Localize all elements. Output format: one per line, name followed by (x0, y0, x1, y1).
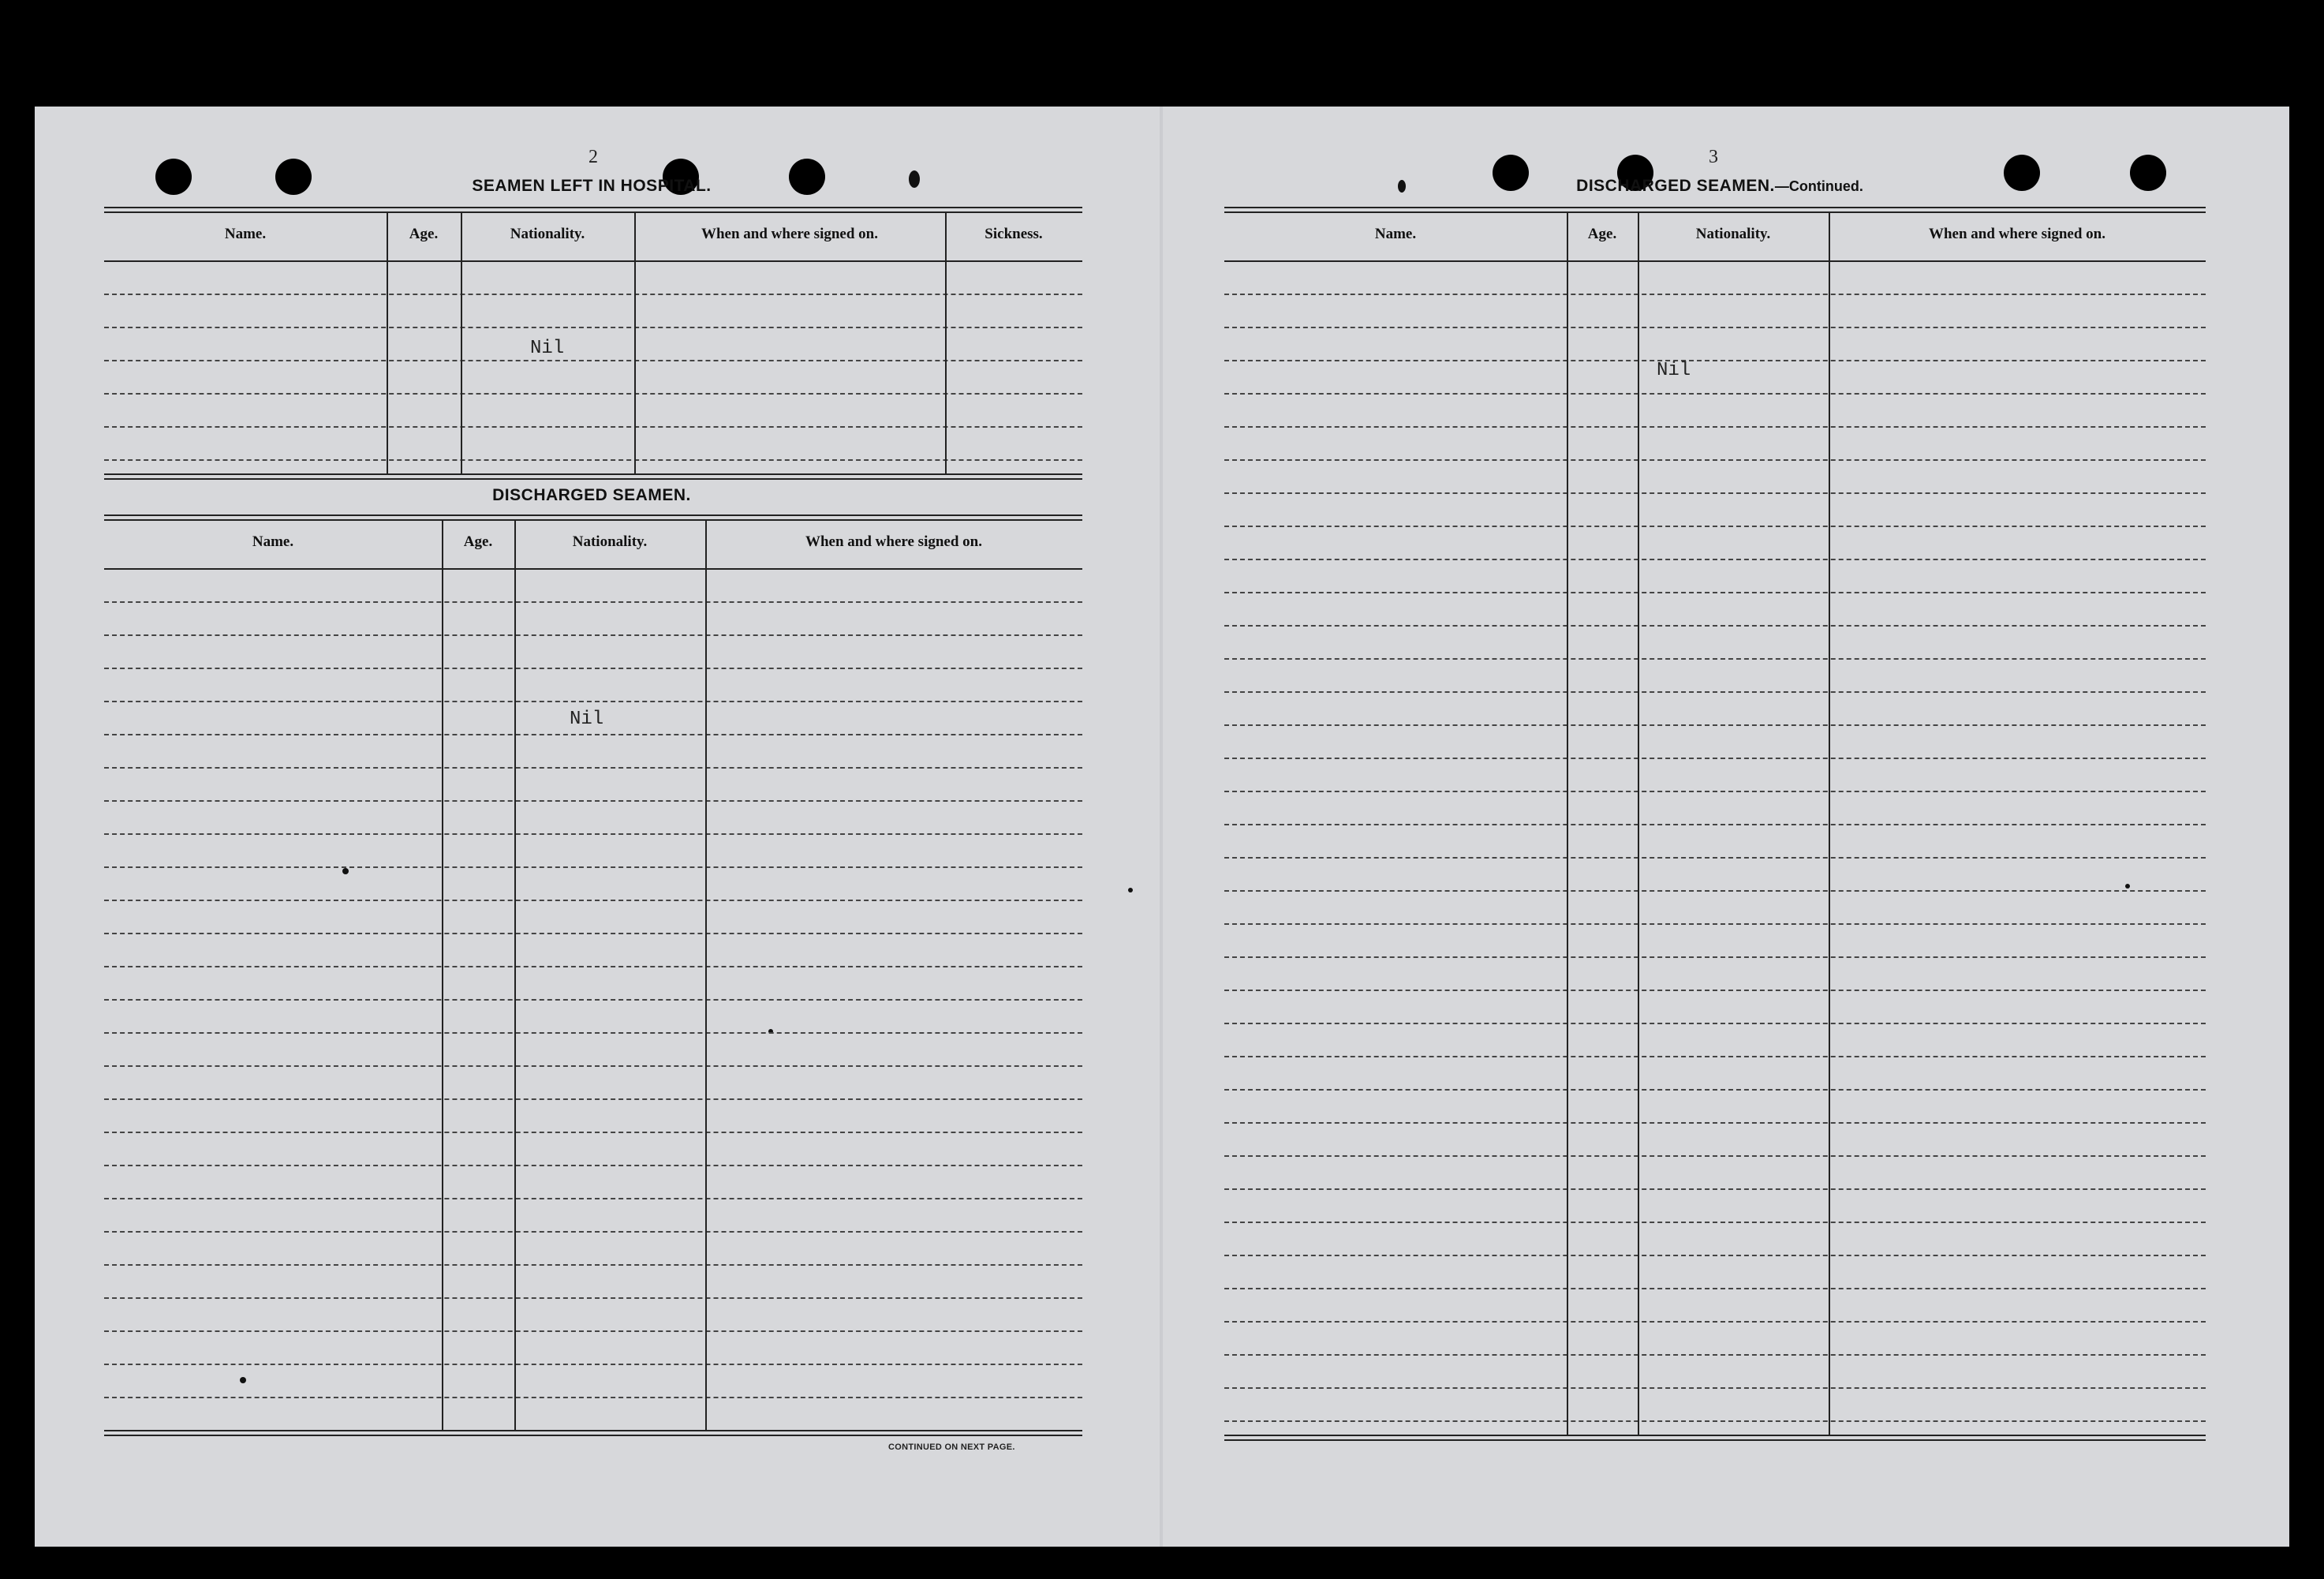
section-title-discharged-continued (1499, 177, 1941, 196)
column-header: Name. (224, 226, 267, 242)
section-title-hospital: SEAMEN LEFT IN HOSPITAL. (472, 177, 712, 195)
column-header: Age. (1587, 226, 1617, 242)
discharged-table-left (104, 514, 1082, 1439)
column-header: When and where signed on. (805, 533, 982, 550)
column-header: Nationality. (572, 533, 648, 550)
ink-speck (1398, 180, 1406, 193)
column-header: Sickness. (985, 226, 1043, 242)
ink-speck (1128, 888, 1133, 892)
section-title-discharged: DISCHARGED SEAMEN. (492, 486, 691, 504)
section-title-suffix: —Continued. (1774, 178, 1863, 194)
nationality-entry: Nil (1657, 360, 1691, 381)
column-header: Age. (463, 533, 493, 550)
column-header: When and where signed on. (701, 226, 878, 242)
ink-speck (909, 170, 920, 188)
punch-hole (2004, 155, 2040, 191)
section-title-text: DISCHARGED SEAMEN. (1576, 177, 1775, 195)
page-fold (1160, 107, 1163, 1547)
continued-note: CONTINUED ON NEXT PAGE. (888, 1442, 1015, 1452)
hospital-table (104, 207, 1082, 480)
page-number: 3 (1709, 147, 1718, 167)
column-header: Nationality. (510, 226, 585, 242)
punch-hole (2130, 155, 2166, 191)
punch-hole (155, 159, 192, 195)
page-number: 2 (588, 147, 598, 167)
nationality-entry: Nil (530, 338, 565, 359)
column-header: Name. (1374, 226, 1417, 242)
column-header: Age. (409, 226, 439, 242)
column-header: When and where signed on. (1928, 226, 2105, 242)
discharged-table-right (1224, 207, 2206, 1442)
column-header: Nationality. (1695, 226, 1771, 242)
nationality-entry: Nil (570, 709, 604, 730)
column-header: Name. (252, 533, 294, 550)
punch-hole (275, 159, 312, 195)
